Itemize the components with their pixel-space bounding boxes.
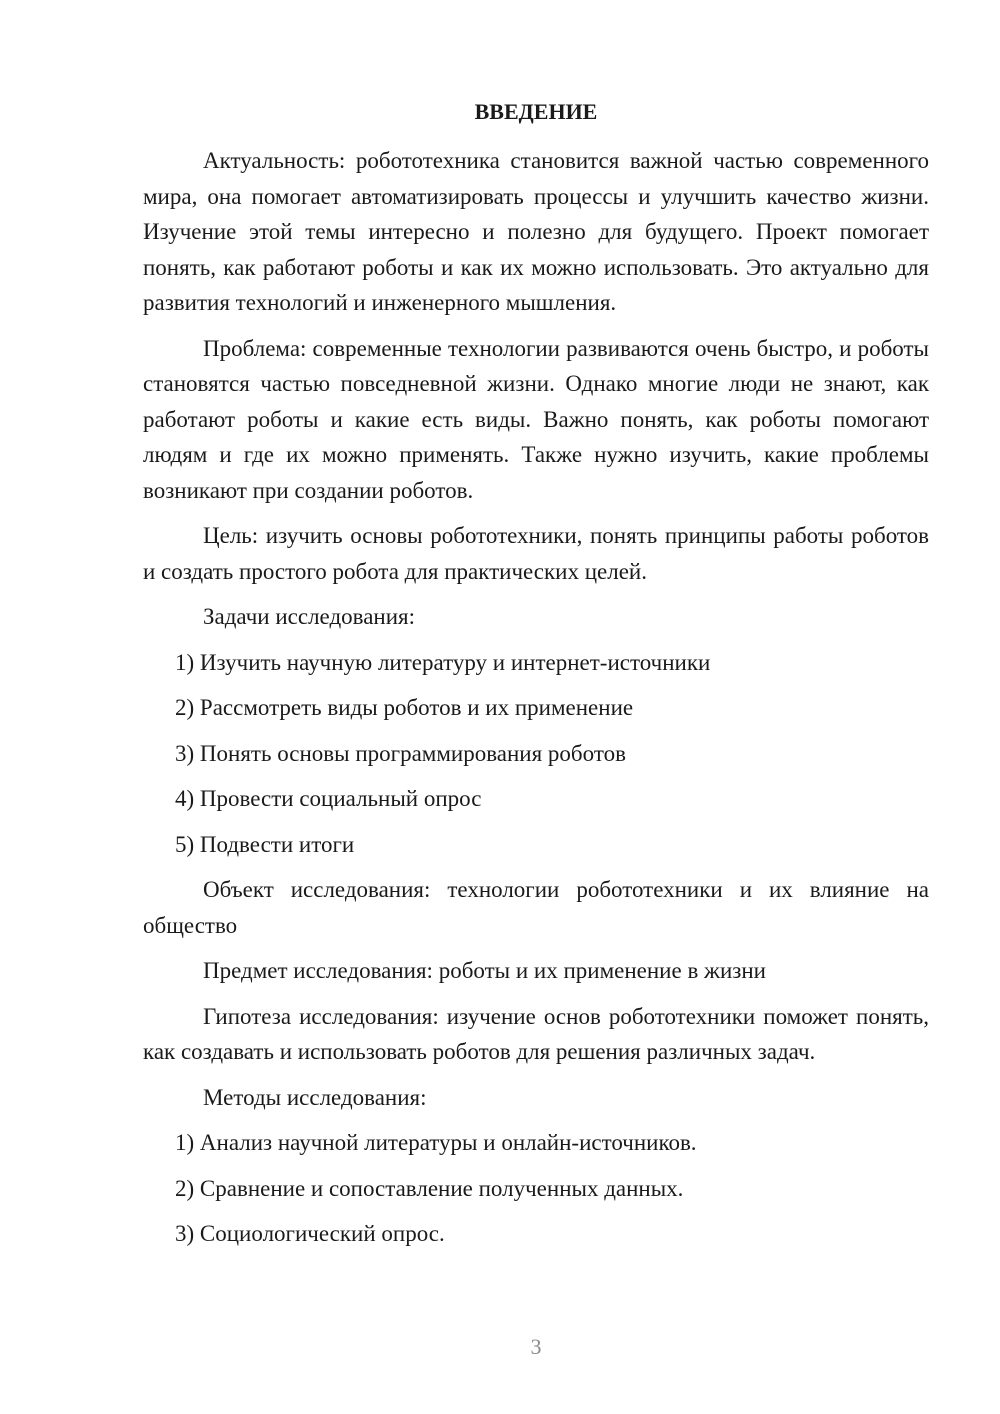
goal-paragraph: Цель: изучить основы робототехники, понять принципы работы роботов и создать простого робота для практических целей. [143, 523, 929, 584]
method-item: 1) Анализ научной литературы и онлайн-источников. [175, 1130, 697, 1155]
task-item: 3) Понять основы программирования роботов [175, 740, 626, 766]
method-item: 2) Сравнение и сопоставление полученных данных. [175, 1175, 684, 1201]
method-item: 3) Социологический опрос. [175, 1221, 445, 1246]
tasks-heading: Задачи исследования: [203, 604, 416, 629]
section-title: ВВЕДЕНИЕ [474, 99, 598, 124]
task-item: 5) Подвести итоги [175, 831, 355, 857]
hypothesis-paragraph: Гипотеза исследования: изучение основ робототехники поможет понять, как создавать и использовать роботов для решения различных задач. [143, 1003, 929, 1064]
object-paragraph: Объект исследования: технологии робототехники и их влияние на общество [143, 877, 929, 938]
methods-heading: Методы исследования: [203, 1084, 427, 1110]
task-item: 2) Рассмотреть виды роботов и их применение [175, 695, 634, 720]
document-page [143, 94, 929, 1262]
task-item: 1) Изучить научную литературу и интернет-источники [175, 649, 711, 675]
methods-list [143, 1125, 929, 1252]
subject-paragraph: Предмет исследования: роботы и их применение в жизни [203, 958, 766, 983]
problem-paragraph: Проблема: современные технологии развиваются очень быстро, и роботы становятся частью повседневной жизни. Однако многие люди не знают, как работают роботы и какие есть виды. Важно понять, как роботы помогают людям и где их можно применять. Также нужно изучить, какие проблемы возникают при создании роботов. [143, 335, 929, 503]
relevance-paragraph: Актуальность: робототехника становится важной частью современного мира, она помогает автоматизировать процессы и улучшить качество жизни. Изучение этой темы интересно и полезно для будущего. Проект помогает понять, как работают роботы и как их можно использовать. Это актуально для развития технологий и инженерного мышления. [143, 148, 929, 315]
tasks-list [143, 645, 929, 863]
page-number: 3 [530, 1334, 542, 1359]
task-item: 4) Провести социальный опрос [175, 786, 482, 811]
